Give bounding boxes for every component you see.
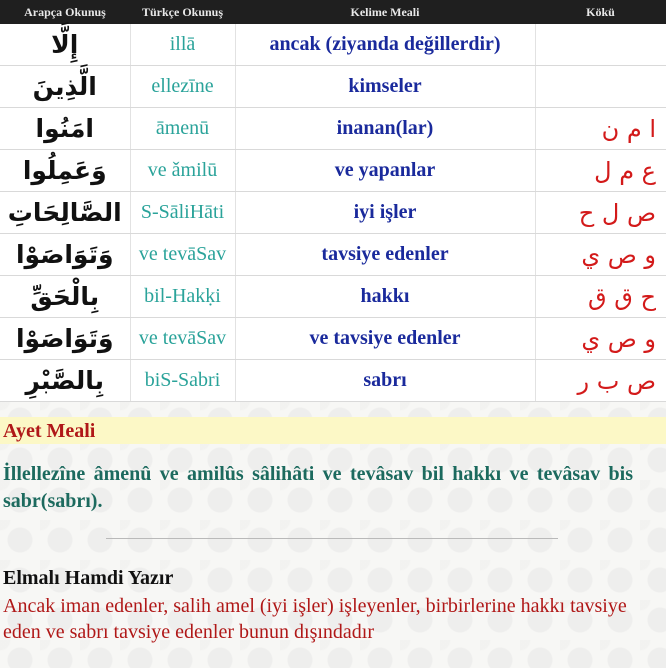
table-row [0,192,666,234]
transliteration: illā [130,24,235,66]
header-arabic: Arapça Okunuş [0,0,130,24]
arabic-word: بِالْحَقِّ [0,276,130,318]
transliteration: biS-Sabri [130,360,235,402]
transliteration: āmenū [130,108,235,150]
transliteration: ve tevāSav [130,318,235,360]
section-divider [106,538,558,539]
word-meaning: inanan(lar) [235,108,535,150]
word-root: و ص ي [535,234,666,276]
arabic-word: إِلَّا [0,24,130,66]
word-root: ص ب ر [535,360,666,402]
ayet-meali-title: Ayet Meali [3,420,96,442]
table-row [0,24,666,66]
word-root [535,66,666,108]
word-meaning: hakkı [235,276,535,318]
tafsir-text: Ancak iman edenler, salih amel (iyi işler) işleyenler, birbirlerine hakkı tavsiye eden ve sabrı tavsiye edenler bunun dışındadır [3,595,627,643]
word-meaning: kimseler [235,66,535,108]
transliteration: bil-Hakḳi [130,276,235,318]
word-meaning: ancak (ziyanda değillerdir) [235,24,535,66]
table-row [0,318,666,360]
word-root: ع م ل [535,150,666,192]
transliteration: ve tevāSav [130,234,235,276]
arabic-word: الَّذِينَ [0,66,130,108]
arabic-word: بِالصَّبْرِ [0,360,130,402]
header-turkish: Türkçe Okunuş [130,0,235,24]
table-row [0,234,666,276]
table-header-row [0,0,666,24]
arabic-word: وَتَوَاصَوْا [0,234,130,276]
word-root [535,24,666,66]
arabic-word: وَتَوَاصَوْا [0,318,130,360]
word-meaning: iyi işler [235,192,535,234]
header-root: Kökü [535,0,666,24]
word-root: ح ق ق [535,276,666,318]
ayet-meali-header [0,417,666,444]
word-meaning: ve tavsiye edenler [235,318,535,360]
word-root: ا م ن [535,108,666,150]
word-meaning: sabrı [235,360,535,402]
word-meaning: ve yapanlar [235,150,535,192]
word-meaning: tavsiye edenler [235,234,535,276]
table-row [0,276,666,318]
transliteration: ellezīne [130,66,235,108]
table-row [0,108,666,150]
header-meaning: Kelime Meali [235,0,535,24]
ayet-meali-text: İllellezîne âmenû ve amilûs sâlihâti ve tevâsav bil hakkı ve tevâsav bis sabr(sabrı). [3,463,633,512]
tafsir-author: Elmalı Hamdi Yazır [3,567,174,589]
table-row [0,66,666,108]
transliteration: ve ǎmilū [130,150,235,192]
table-row [0,150,666,192]
transliteration: S-SāliHāti [130,192,235,234]
arabic-word: وَعَمِلُوا [0,150,130,192]
word-root: و ص ي [535,318,666,360]
arabic-word: امَنُوا [0,108,130,150]
table-row [0,360,666,402]
word-root: ص ل ح [535,192,666,234]
arabic-word: الصَّالِحَاتِ [0,192,130,234]
